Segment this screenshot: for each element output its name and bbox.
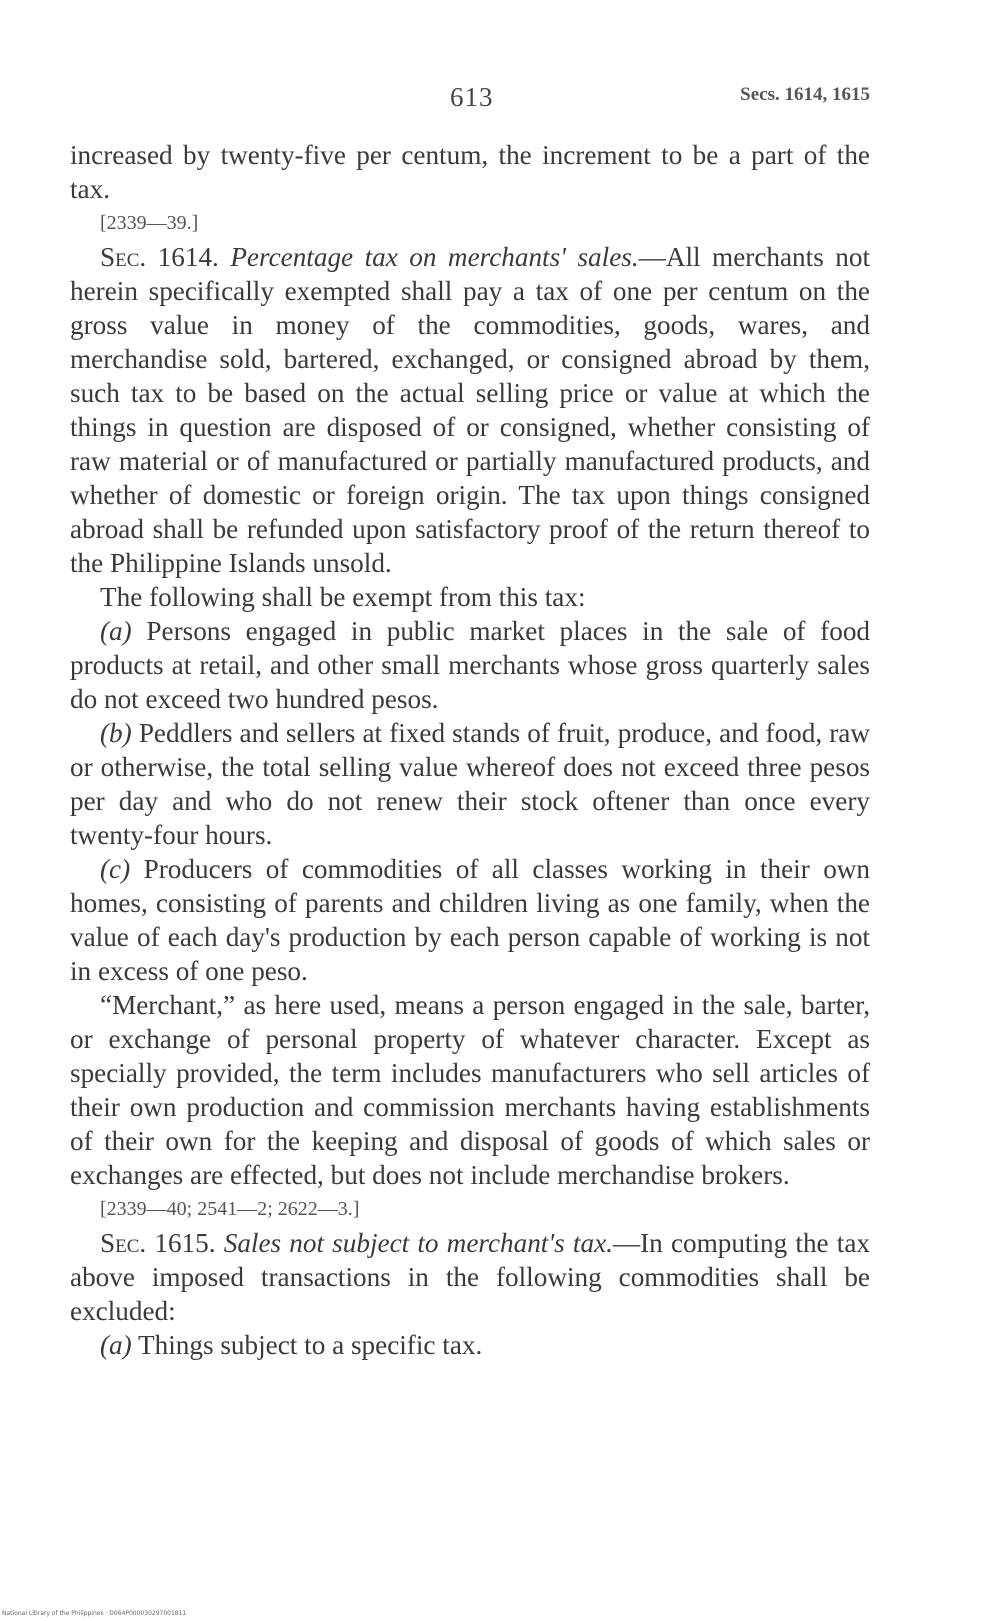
exemption-intro: The following shall be exempt from this tax: xyxy=(100,582,586,612)
section-1614-text: —All merchants not herein specifically exempted shall pay a tax of one per centum on the gross value in money of the commodities, goods, wares, and merchandise sold, bartered, exchanged, or consigned abroad by them, such tax to be based on the actual selling price or value at which the things in question are disposed of or consigned, whether consisting of raw material or of manufactured or partially manufactured products, and whether of domestic or foreign origin. The tax upon things consigned abroad shall be refunded upon satisfactory proof of the return thereof to the Philippine Islands unsold. xyxy=(70,242,870,578)
exemption-item-b xyxy=(70,716,870,852)
excluded-item-a-text: Things subject to a specific tax. xyxy=(138,1330,483,1360)
exemption-item-a-marker: (a) xyxy=(100,616,132,646)
section-1615-text: —In computing the tax above imposed transactions in the following commodities shall be excluded: xyxy=(70,1228,870,1326)
exemption-item-b-text: Peddlers and sellers at fixed stands of fruit, produce, and food, raw or otherwise, the total selling value whereof does not exceed three pesos per day and who do not renew their stock oftener than once every twenty-four hours. xyxy=(70,718,871,850)
exemption-item-c-text: Producers of commodities of all classes working in their own homes, consisting of parents and children living as one family, when the value of each day's production by each person capable of working is not in excess of one peso. xyxy=(70,854,871,986)
page-body xyxy=(70,138,870,1362)
page-number: 613 xyxy=(450,82,494,112)
exemption-item-a xyxy=(70,614,870,716)
exemption-item-b-marker: (b) xyxy=(100,718,132,748)
merchant-definition: “Merchant,” as here used, means a person engaged in the sale, barter, or exchange of personal property of whatever character. Except as specially provided, the term includes manufacturers who sell articles of their own production and commission merchants having establishments of their own for the keeping and disposal of goods of which sales or exchanges are effected, but does not include merchandise brokers. xyxy=(70,990,870,1190)
page-header xyxy=(70,82,870,112)
exemption-item-c xyxy=(70,852,870,988)
section-1615-title: Sales not subject to merchant's tax. xyxy=(223,1228,613,1258)
section-1614-label: Sec. 1614. xyxy=(100,242,219,272)
exemption-item-a-text: Persons engaged in public market places in the sale of food products at retail, and other small merchants whose gross quarterly sales do not exceed two hundred pesos. xyxy=(70,616,871,714)
scan-footer: National Library of the Philippines · D064P000030297001811 xyxy=(2,1610,187,1617)
paragraph-continued: increased by twenty-five per centum, the increment to be a part of the tax. xyxy=(70,140,870,204)
section-1615 xyxy=(70,1226,870,1328)
section-1615-label: Sec. 1615. xyxy=(100,1228,216,1258)
citation-1: [2339—39.] xyxy=(100,212,199,234)
section-1614 xyxy=(70,240,870,580)
section-1614-title: Percentage tax on merchants' sales. xyxy=(230,242,639,272)
exemption-item-c-marker: (c) xyxy=(100,854,131,884)
running-head: Secs. 1614, 1615 xyxy=(740,84,870,105)
citation-2: [2339—40; 2541—2; 2622—3.] xyxy=(100,1198,360,1220)
excluded-item-a xyxy=(70,1328,870,1362)
excluded-item-a-marker: (a) xyxy=(100,1330,132,1360)
